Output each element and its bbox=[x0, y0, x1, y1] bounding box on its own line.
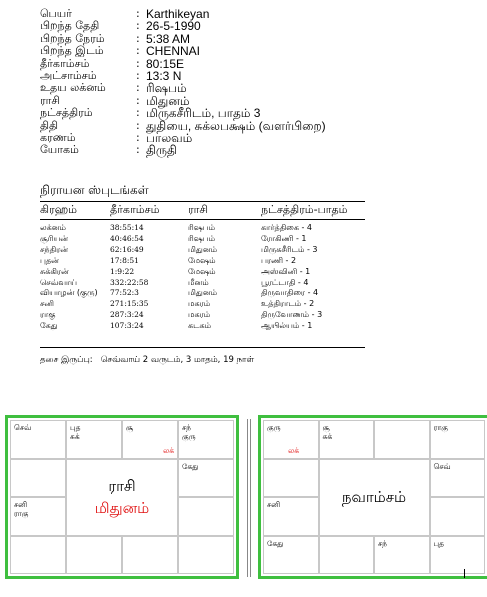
detail-row bbox=[40, 20, 326, 32]
planet-longitude: 77:52:3 bbox=[110, 288, 139, 298]
planet-longitude: 332:22:58 bbox=[110, 277, 149, 287]
planet-nakshatra: பரணி - 2 bbox=[261, 255, 297, 265]
header-longitude: தீர்காம்சம் bbox=[110, 202, 188, 220]
table-row bbox=[40, 267, 365, 278]
lagna-marker: லக் bbox=[162, 445, 174, 455]
planet-abbrev: ராகு bbox=[433, 423, 448, 432]
navamsa-chart-title: நவாம்சம் bbox=[341, 488, 407, 506]
planet-longitude: 38:55:14 bbox=[110, 223, 144, 232]
planet-abbrev: செவ் bbox=[433, 461, 451, 471]
detail-label: பிறந்த தேதி bbox=[40, 19, 100, 33]
navamsa-cell-meenam bbox=[263, 420, 319, 459]
detail-value: 80:15E bbox=[146, 56, 185, 71]
detail-separator: : bbox=[136, 68, 140, 82]
table-row bbox=[40, 288, 365, 299]
planet-abbrev: ராகு bbox=[14, 509, 29, 518]
detail-separator: : bbox=[136, 106, 140, 120]
rasi-chart-subtitle: மிதுனம் bbox=[94, 499, 150, 517]
detail-separator: : bbox=[136, 143, 140, 157]
detail-value: பாலவம் bbox=[146, 130, 193, 145]
planet-name: வியாழன் (குரு) bbox=[40, 288, 98, 298]
planet-abbrev: புத bbox=[70, 423, 81, 432]
detail-separator: : bbox=[136, 31, 140, 45]
navamsa-cell-viruchigam bbox=[319, 536, 375, 575]
rasi-cell-kadakam bbox=[178, 459, 234, 498]
planet-longitude: 107:3:24 bbox=[110, 321, 144, 331]
detail-value: துதியை, சுக்லபக்ஷம் (வளர்பிறை) bbox=[146, 118, 326, 133]
rasi-cell-simmam bbox=[178, 497, 234, 536]
planet-abbrev: சூ bbox=[126, 423, 134, 432]
dasa-balance bbox=[40, 355, 254, 366]
detail-separator: : bbox=[136, 81, 140, 95]
detail-separator: : bbox=[136, 19, 140, 33]
detail-value: ரிஷபம் bbox=[146, 81, 187, 96]
planet-nakshatra: அஸ்வினி - 1 bbox=[261, 266, 311, 276]
detail-value: 26-5-1990 bbox=[146, 19, 201, 34]
rasi-cell-viruchigam bbox=[66, 536, 122, 575]
detail-separator: : bbox=[136, 93, 140, 107]
planet-abbrev: சனி bbox=[14, 500, 28, 509]
navamsa-cell-kumbam bbox=[263, 459, 319, 498]
navamsa-cell-mithunam bbox=[430, 420, 486, 459]
dasa-label: தசை இருப்பு: bbox=[40, 355, 93, 365]
header-planet: கிரஹம் bbox=[40, 202, 110, 220]
planet-abbrev: புத bbox=[433, 538, 444, 548]
planet-rasi: மேஷம் bbox=[188, 266, 216, 276]
detail-value: Karthikeyan bbox=[146, 7, 210, 21]
planet-rasi: மகரம் bbox=[188, 299, 211, 309]
planet-longitude: 40:46:54 bbox=[110, 233, 144, 243]
planet-nakshatra: ஆயில்யம் - 1 bbox=[261, 321, 313, 331]
planet-name: சனி bbox=[40, 299, 54, 309]
rasi-cell-meenam bbox=[10, 420, 66, 459]
section-title: நிராயன ஸ்புடங்கள் bbox=[40, 183, 149, 197]
planet-abbrev: சூ bbox=[322, 423, 330, 432]
detail-label: பெயர் bbox=[40, 7, 72, 20]
rasi-cell-thulam bbox=[122, 536, 178, 575]
planet-nakshatra: உத்திராடம் - 2 bbox=[261, 299, 315, 309]
planet-rasi: ரிஷபம் bbox=[188, 233, 216, 243]
planet-abbrev: கேது bbox=[267, 538, 284, 548]
planet-name: சூரியன் bbox=[40, 233, 69, 243]
rasi-chart-title: ராசி bbox=[108, 477, 136, 495]
navamsa-cell-kadakam bbox=[430, 459, 486, 498]
rasi-cell-mesham bbox=[66, 420, 122, 459]
detail-label: திதி bbox=[40, 118, 59, 132]
detail-label: உதய லக்னம் bbox=[40, 81, 106, 95]
detail-row bbox=[40, 45, 326, 57]
planet-name: லக்னம் bbox=[40, 223, 66, 232]
planet-longitude: 17:8:51 bbox=[110, 255, 139, 265]
table-row bbox=[40, 220, 365, 234]
planet-longitude: 1:9:22 bbox=[110, 266, 135, 276]
planet-nakshatra: திருவாதிரை - 4 bbox=[261, 288, 319, 298]
birth-details bbox=[40, 8, 326, 157]
rasi-cell-kumbam bbox=[10, 459, 66, 498]
dasa-value: செவ்வாய் 2 வருடம், 3 மாதம், 19 நாள் bbox=[100, 355, 255, 365]
planet-rasi: கடகம் bbox=[188, 321, 212, 331]
planet-name: சந்திரன் bbox=[40, 244, 69, 254]
rasi-cell-rishabam bbox=[122, 420, 178, 459]
planet-abbrev: குரு bbox=[267, 423, 281, 432]
planet-longitude: 287:3:24 bbox=[110, 310, 144, 320]
table-bottom-rule bbox=[40, 347, 365, 348]
detail-row bbox=[40, 82, 326, 94]
rasi-cell-kanni bbox=[178, 536, 234, 575]
planet-nakshatra: திருவோணம் - 3 bbox=[261, 310, 323, 320]
detail-label: பிறந்த இடம் bbox=[40, 44, 104, 58]
rasi-cell-mithunam bbox=[178, 420, 234, 459]
planet-abbrev: செவ் bbox=[14, 423, 32, 432]
detail-value: மிருகசீரிடம், பாதம் 3 bbox=[146, 106, 261, 121]
detail-label: தீர்காம்சம் bbox=[40, 56, 90, 70]
detail-label: யோகம் bbox=[40, 143, 79, 157]
table-header-row bbox=[40, 202, 365, 220]
planet-name: ராகு bbox=[40, 310, 56, 320]
planet-abbrev: சுக் bbox=[70, 432, 80, 441]
planet-name: சுக்கிரன் bbox=[40, 266, 69, 276]
detail-value: 5:38 AM bbox=[146, 31, 191, 46]
detail-row bbox=[40, 144, 326, 156]
detail-label: நட்சத்திரம் bbox=[40, 106, 93, 120]
rasi-chart-center bbox=[66, 459, 178, 536]
chart-divider bbox=[250, 419, 251, 577]
planet-abbrev: சனி bbox=[267, 500, 281, 509]
detail-label: அட்சாம்சம் bbox=[40, 68, 97, 82]
rasi-cell-makaram bbox=[10, 497, 66, 536]
planet-rasi: மீனம் bbox=[188, 277, 209, 287]
navamsa-cell-rishabam bbox=[374, 420, 430, 459]
navamsa-cell-thulam bbox=[374, 536, 430, 575]
header-nakshatra-pada: நட்சத்திரம்-பாதம் bbox=[261, 202, 365, 220]
planet-nakshatra: மிருகசீரிடம் - 3 bbox=[261, 244, 318, 254]
detail-label: ராசி bbox=[40, 93, 61, 107]
planet-nakshatra: ரோகிணி - 1 bbox=[261, 233, 307, 243]
detail-value: மிதுனம் bbox=[146, 93, 190, 108]
table-row bbox=[40, 245, 365, 256]
detail-separator: : bbox=[136, 7, 140, 20]
planet-name: புதன் bbox=[40, 255, 59, 265]
rasi-cell-dhanusu bbox=[10, 536, 66, 575]
planet-rasi: மகரம் bbox=[188, 310, 211, 320]
table-row bbox=[40, 234, 365, 245]
detail-label: கரணம் bbox=[40, 130, 76, 144]
planet-longitude: 271:15:35 bbox=[110, 299, 149, 309]
planet-nakshatra: பூரட்டாதி - 4 bbox=[261, 277, 309, 287]
navamsa-cell-mesham bbox=[319, 420, 375, 459]
planet-rasi: மேஷம் bbox=[188, 255, 216, 265]
planet-rasi: ரிஷபம் bbox=[188, 223, 216, 232]
planet-abbrev: கேது bbox=[182, 461, 199, 471]
planet-rasi: மிதுனம் bbox=[188, 244, 218, 254]
detail-row bbox=[40, 132, 326, 144]
detail-value: திருதி bbox=[146, 143, 177, 158]
detail-label: பிறந்த நேரம் bbox=[40, 31, 105, 45]
table-row bbox=[40, 256, 365, 267]
navamsa-chart-center bbox=[319, 459, 430, 536]
detail-separator: : bbox=[136, 56, 140, 70]
detail-value: 13:3 N bbox=[146, 68, 182, 83]
detail-separator: : bbox=[136, 118, 140, 132]
planet-nakshatra: கார்த்திகை - 4 bbox=[261, 223, 312, 232]
navamsa-chart bbox=[258, 415, 487, 579]
rasi-chart bbox=[5, 415, 239, 579]
navamsa-cell-kanni bbox=[430, 536, 486, 575]
text-cursor bbox=[464, 569, 465, 578]
detail-value: CHENNAI bbox=[146, 44, 201, 59]
table-row bbox=[40, 321, 365, 332]
planet-name: செவ்வாய் bbox=[40, 277, 78, 287]
planet-abbrev: சந் bbox=[378, 538, 387, 548]
navamsa-cell-dhanusu bbox=[263, 536, 319, 575]
header-rasi: ராசி bbox=[188, 202, 261, 220]
detail-separator: : bbox=[136, 130, 140, 144]
detail-separator: : bbox=[136, 44, 140, 58]
table-row bbox=[40, 299, 365, 310]
table-row bbox=[40, 310, 365, 321]
navamsa-cell-simmam bbox=[430, 497, 486, 536]
planet-abbrev: சுக் bbox=[322, 432, 333, 441]
table-row bbox=[40, 278, 365, 289]
lagna-marker: லக் bbox=[288, 445, 300, 455]
planet-name: கேது bbox=[40, 321, 58, 331]
chart-divider bbox=[247, 419, 248, 577]
navamsa-cell-makaram bbox=[263, 497, 319, 536]
planet-longitude: 62:16:49 bbox=[110, 244, 144, 254]
planet-abbrev: சந் bbox=[182, 423, 191, 432]
planet-positions-table bbox=[40, 201, 365, 332]
planet-abbrev: குரு bbox=[182, 432, 196, 441]
detail-row bbox=[40, 107, 326, 119]
planet-rasi: மிதுனம் bbox=[188, 288, 218, 298]
